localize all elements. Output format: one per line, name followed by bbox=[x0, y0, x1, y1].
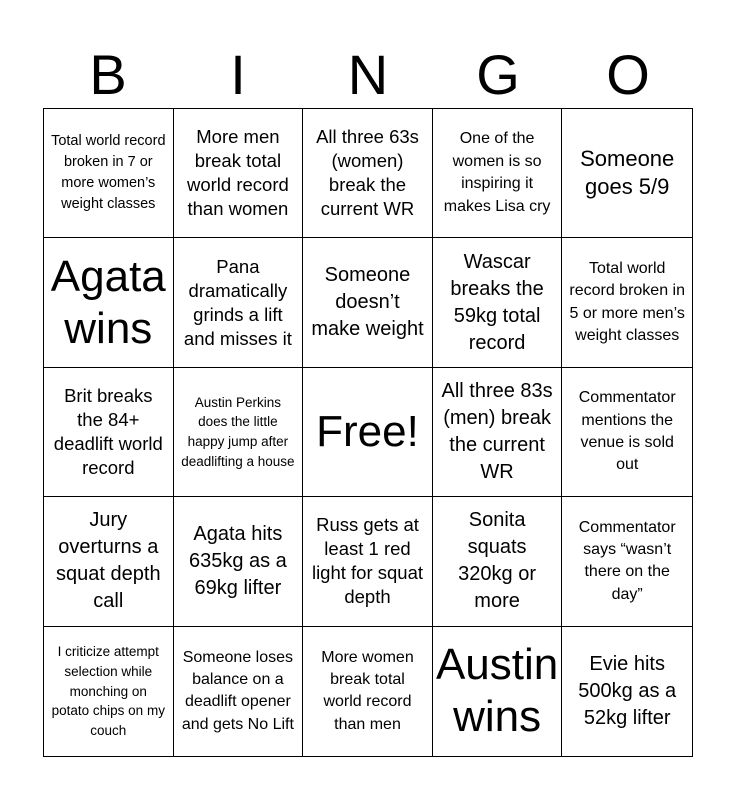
bingo-cell[interactable]: One of the women is so inspiring it makes Lisa cry bbox=[433, 109, 563, 238]
header-letter-o: O bbox=[606, 43, 650, 106]
bingo-cell[interactable]: Jury overturns a squat depth call bbox=[44, 497, 174, 626]
bingo-cell[interactable]: Agata hits 635kg as a 69kg lifter bbox=[174, 497, 304, 626]
free-space-cell[interactable]: Free! bbox=[303, 368, 433, 497]
bingo-cell[interactable]: More men break total world record than women bbox=[174, 109, 304, 238]
bingo-cell[interactable]: Someone goes 5/9 bbox=[562, 109, 692, 238]
bingo-cell[interactable]: Sonita squats 320kg or more bbox=[433, 497, 563, 626]
bingo-cell[interactable]: Commentator mentions the venue is sold out bbox=[562, 368, 692, 497]
bingo-cell[interactable]: Pana dramatically grinds a lift and misses it bbox=[174, 238, 304, 367]
bingo-cell[interactable]: Wascar breaks the 59kg total record bbox=[433, 238, 563, 367]
bingo-cell[interactable]: All three 63s (women) break the current WR bbox=[303, 109, 433, 238]
header-letter-i: I bbox=[230, 43, 246, 106]
bingo-cell[interactable]: More women break total world record than men bbox=[303, 627, 433, 756]
bingo-cell[interactable]: Total world record broken in 5 or more men’s weight classes bbox=[562, 238, 692, 367]
bingo-cell[interactable]: Total world record broken in 7 or more women’s weight classes bbox=[44, 109, 174, 238]
header-letter-b: B bbox=[89, 43, 127, 106]
bingo-cell[interactable]: Agata wins bbox=[44, 238, 174, 367]
bingo-header bbox=[43, 44, 693, 106]
header-letter-g: G bbox=[476, 43, 520, 106]
bingo-cell[interactable]: Evie hits 500kg as a 52kg lifter bbox=[578, 652, 677, 729]
bingo-cell[interactable]: Commentator says “wasn’t there on the day” bbox=[562, 497, 692, 626]
bingo-cell[interactable]: Austin Perkins does the little happy jump after deadlifting a house bbox=[174, 368, 304, 497]
bingo-cell[interactable]: I criticize attempt selection while monching on potato chips on my couch bbox=[44, 627, 174, 756]
bingo-cell[interactable]: Austin wins bbox=[433, 627, 563, 756]
header-letter-n: N bbox=[347, 43, 389, 106]
bingo-cell[interactable]: Russ gets at least 1 red light for squat depth bbox=[303, 497, 433, 626]
bingo-cell[interactable]: Someone doesn’t make weight bbox=[303, 238, 433, 367]
bingo-card-grid bbox=[43, 108, 693, 757]
bingo-cell[interactable]: Brit breaks the 84+ deadlift world record bbox=[44, 368, 174, 497]
bingo-cell[interactable]: All three 83s (men) break the current WR bbox=[433, 368, 563, 497]
bingo-cell[interactable]: Someone loses balance on a deadlift opener and gets No Lift bbox=[174, 627, 304, 756]
